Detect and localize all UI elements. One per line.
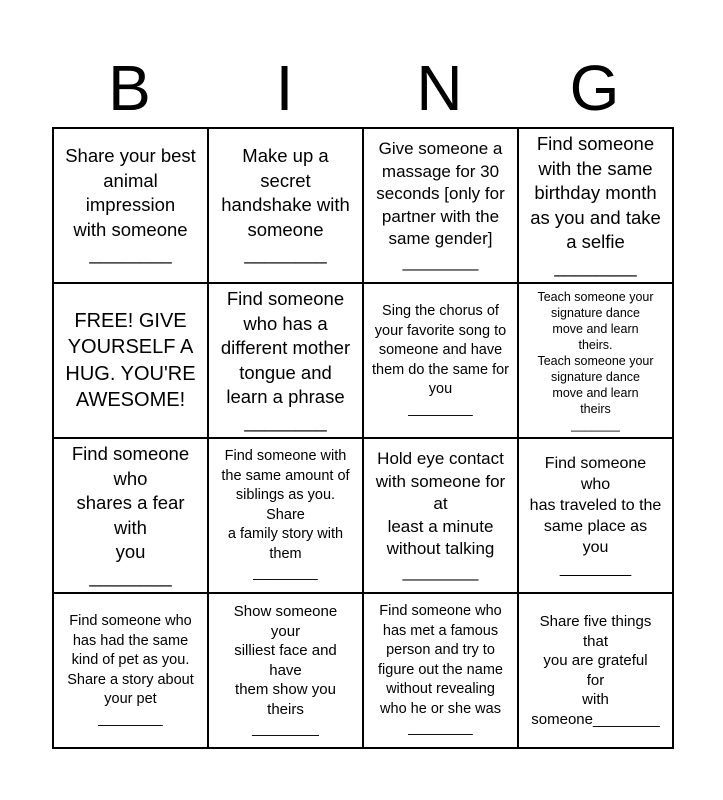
bingo-cell[interactable] [363,283,518,438]
cell-text: Share your best animal impression with someone ________ [65,145,196,265]
cell-text: Find someone who shares a fear with you ________ [71,443,190,587]
cell-text: Teach someone your signature dance move and learn theirs. Teach someone your signature dance move and learn theirs _______ [537,289,654,432]
cell-text: Give someone a massage for 30 seconds [only for partner with the same gender] ________ [376,139,505,271]
bingo-cell-free[interactable] [53,283,208,438]
bingo-cell[interactable] [208,593,363,748]
grid-row [53,593,673,748]
cell-text: FREE! GIVE YOURSELF A HUG. YOU'RE AWESOME! [65,309,196,411]
cell-text: Share five things that you are grateful for with someone________ [531,613,660,728]
bingo-cell[interactable] [363,128,518,283]
bingo-cell[interactable] [518,128,673,283]
grid-row [53,283,673,438]
cell-text: Find someone with the same birthday month as you and take a selfie ________ [530,133,661,277]
cell-text: Find someone who has a different mother tongue and learn a phrase ________ [220,288,351,432]
header-letter-n: N [416,52,463,124]
cell-text: Show someone your silliest face and have them show you theirs ________ [233,603,338,738]
cell-text: Find someone who has met a famous person and try to figure out the name without revealing who he or she was ________ [378,603,503,737]
bingo-cell[interactable] [363,593,518,748]
cell-text: Find someone with the same amount of siblings as you. Share a family story with them ________ [221,448,350,582]
bingo-cell[interactable] [53,128,208,283]
bingo-cell[interactable] [53,593,208,748]
header-letter-g: G [569,52,620,124]
bingo-cell[interactable] [518,593,673,748]
bingo-cell[interactable] [518,283,673,438]
grid-row [53,128,673,283]
grid-row [53,438,673,593]
bingo-cell[interactable] [363,438,518,593]
cell-text: Hold eye contact with someone for at least a minute without talking ________ [375,449,506,581]
cell-text: Find someone who has had the same kind of pet as you. Share a story about your pet ________ [67,613,194,727]
bingo-cell[interactable] [518,438,673,593]
bingo-grid [52,127,674,749]
cell-text: Sing the chorus of your favorite song to someone and have them do the same for you ________ [371,303,509,417]
bingo-cell[interactable] [208,128,363,283]
header-letter-i: I [275,52,294,124]
cell-text: Make up a secret handshake with someone ________ [221,145,350,265]
header-letter-b: B [108,52,151,124]
bingo-cell[interactable] [208,438,363,593]
bingo-cell[interactable] [208,283,363,438]
cell-text: Find someone who has traveled to the same place as you ________ [529,454,662,577]
bingo-header [52,52,672,124]
bingo-cell[interactable] [53,438,208,593]
